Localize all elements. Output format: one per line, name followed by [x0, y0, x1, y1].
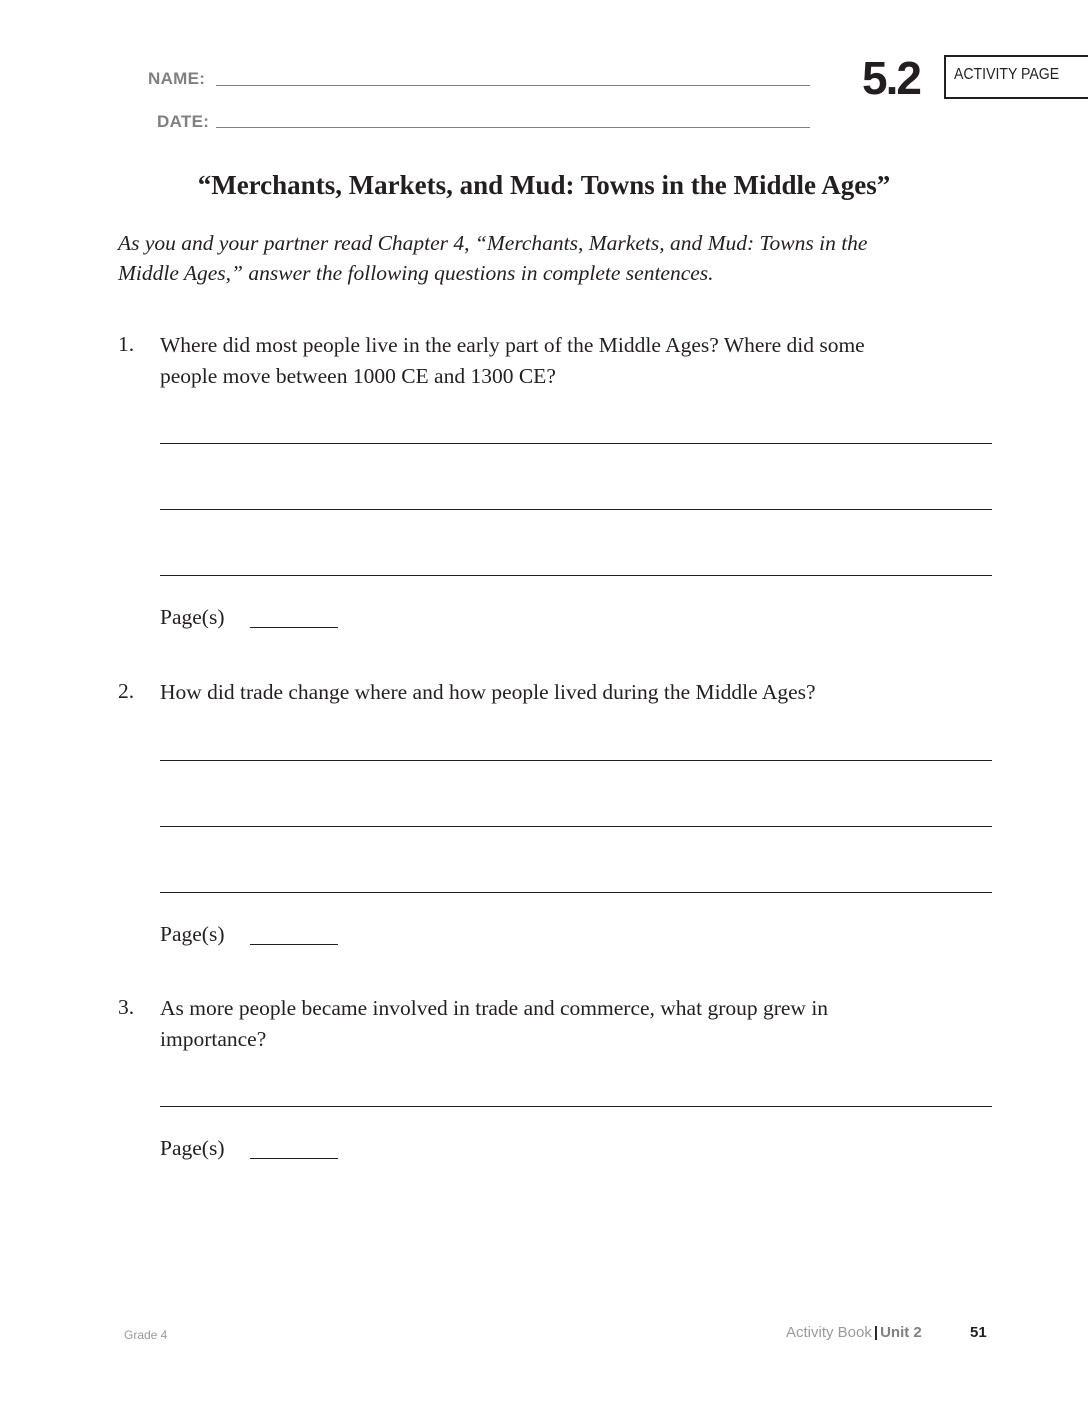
question-1-text — [160, 330, 990, 392]
footer-separator: | — [873, 1324, 879, 1341]
activity-page-label: ACTIVITY PAGE — [954, 66, 1060, 83]
instructions-line-1: As you and your partner read Chapter 4, “Merchants, Markets, and Mud: Towns in the — [118, 231, 868, 255]
question-3-number: 3. — [118, 995, 135, 1019]
question-2-answer-line-1[interactable] — [160, 760, 992, 761]
name-label: NAME: — [148, 69, 206, 88]
question-1-answer-line-1[interactable] — [160, 443, 992, 444]
question-1-pages-label: Page(s) — [160, 605, 225, 629]
footer-grade: Grade 4 — [124, 1328, 168, 1342]
date-label: DATE: — [157, 112, 210, 131]
question-1-line-2: people move between 1000 CE and 1300 CE? — [160, 364, 556, 388]
footer-book-title — [786, 1324, 922, 1341]
question-1-pages-field[interactable] — [250, 627, 338, 628]
question-3-line-2: importance? — [160, 1027, 267, 1051]
instructions — [118, 228, 1018, 288]
question-2-pages-field[interactable] — [250, 944, 338, 945]
question-3-pages-field[interactable] — [250, 1158, 338, 1159]
question-1-line-1: Where did most people live in the early part of the Middle Ages? Where did some — [160, 333, 865, 357]
question-2-line-1: How did trade change where and how people lived during the Middle Ages? — [160, 680, 816, 704]
question-3-pages-label: Page(s) — [160, 1136, 225, 1160]
activity-number: 5.2 — [862, 52, 920, 104]
question-1-answer-line-2[interactable] — [160, 509, 992, 510]
question-2-answer-line-2[interactable] — [160, 826, 992, 827]
question-2-number: 2. — [118, 679, 135, 703]
footer-unit: Unit 2 — [880, 1324, 922, 1341]
question-2-answer-line-3[interactable] — [160, 892, 992, 893]
question-1-number: 1. — [118, 332, 135, 356]
footer-book: Activity Book — [786, 1324, 872, 1341]
name-field[interactable] — [216, 85, 810, 86]
instructions-line-2: Middle Ages,” answer the following questions in complete sentences. — [118, 261, 714, 285]
question-3-line-1: As more people became involved in trade and commerce, what group grew in — [160, 996, 829, 1020]
question-3-answer-line-1[interactable] — [160, 1106, 992, 1107]
date-field[interactable] — [216, 127, 810, 128]
page-number: 51 — [970, 1324, 987, 1341]
question-2-pages-label: Page(s) — [160, 922, 225, 946]
question-1-answer-line-3[interactable] — [160, 575, 992, 576]
question-3-text — [160, 993, 990, 1055]
question-2-text — [160, 677, 990, 708]
page-title: “Merchants, Markets, and Mud: Towns in the Middle Ages” — [197, 170, 891, 200]
